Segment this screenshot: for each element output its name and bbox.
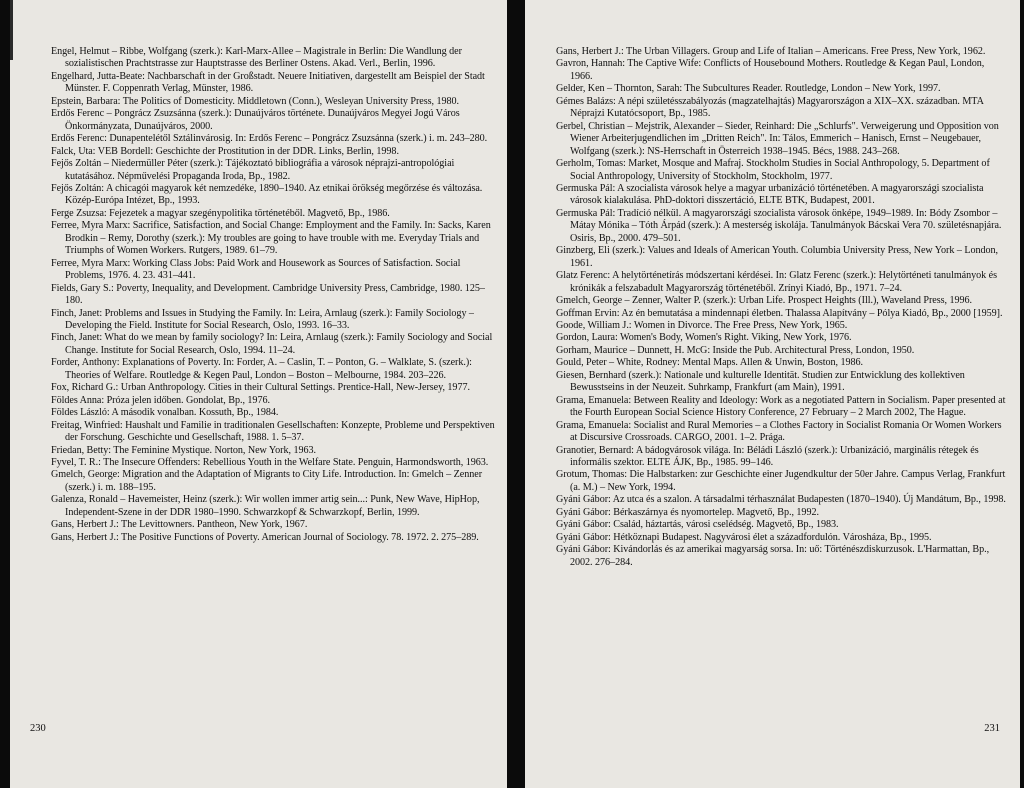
scan-edge-shadow [10, 0, 13, 60]
reference-entry: Finch, Janet: What do we mean by family sociology? In: Leira, Arnlaug (szerk.): Family Sociology and Social Change. Institute for Social Research, Oslo, 1994. 11–24. [51, 332, 493, 356]
reference-entry: Forder, Anthony: Explanations of Poverty. In: Forder, A. – Caslin, T. – Ponton, G. – Walklate, S. (szerk.): Theories of Welfare. Routledge & Kegen Paul, London – Boston – Melbourne, 1984. 203–226. [51, 357, 472, 381]
reference-entry: Gans, Herbert J.: The Positive Functions of Poverty. American Journal of Sociology. 78. 1972. 2. 275–289. [51, 531, 479, 543]
reference-entry: Gordon, Laura: Women's Body, Women's Right. Viking, New York, 1976. [556, 332, 852, 344]
reference-entry: Gerbel, Christian – Mejstrik, Alexander – Sieder, Reinhard: Die „Schlurfs". Verweigerung und Opposition von Wiener Arbeiterjugendlichen im „Dritten Reich". In: Tálos, Emmerich – Hanisch, Ernst – Neugebauer, Wolfgang (szerk.): NS-Herrschaft in Österreich 1938–1945. Bécs, 1988. 243–268. [556, 120, 999, 157]
reference-entry: Gyáni Gábor: Bérkaszárnya és nyomortelep. Magvető, Bp., 1992. [556, 506, 819, 518]
reference-entry: Galenza, Ronald – Havemeister, Heinz (szerk.): Wir wollen immer artig sein...: Punk, New Wave, HipHop, Independent-Szene in der DDR 1980–1990. Schwarzkopf & Schwarzkopf, Berlin, 1999. [51, 494, 480, 518]
reference-entry: Epstein, Barbara: The Politics of Domesticity. Middletown (Conn.), Wesleyan University Press, 1980. [51, 95, 459, 107]
page-number: 231 [984, 723, 1000, 734]
reference-entry: Ferree, Myra Marx: Working Class Jobs: Paid Work and Housework as Sources of Satisfaction. Social Problems, 1976. 4. 23. 431–441. [51, 257, 461, 282]
reference-entry: Falck, Uta: VEB Bordell: Geschichte der Prostitution in der DDR. Links, Berlin, 1998. [51, 145, 399, 157]
reference-entry: Gorham, Maurice – Dunnett, H. McG: Inside the Pub. Architectural Press, London, 1950. [556, 344, 915, 356]
reference-entry: Gyáni Gábor: Család, háztartás, városi cselédség. Magvető, Bp., 1983. [556, 519, 839, 531]
reference-entry: Goffman Ervin: Az én bemutatása a mindennapi életben. Thalassa Alapítvány – Pólya Kiadó, Bp., 2000 [1959]. [556, 307, 1003, 319]
reference-entry: Erdős Ferenc: Dunapentelétől Sztálinvárosig. In: Erdős Ferenc – Pongrácz Zsuzsánna (szerk.) i. m. 243–280. [51, 133, 488, 145]
reference-entry: Giesen, Bernhard (szerk.): Nationale und kulturelle Identität. Studien zur Entwicklung des kollektiven Bewusstseins in der Neuzeit. Suhrkamp, Frankfurt (am Main), 1991. [556, 369, 965, 394]
left-page [10, 0, 507, 788]
reference-entry: Gans, Herbert J.: The Levittowners. Pantheon, New York, 1967. [51, 519, 308, 531]
reference-entry: Fyvel, T. R.: The Insecure Offenders: Rebellious Youth in the Welfare State. Penguin, Harmondsworth, 1963. [51, 456, 489, 468]
reference-entry: Engel, Helmut – Ribbe, Wolfgang (szerk.): Karl-Marx-Allee – Magistrale in Berlin: Die Wandlung der sozialistischen Prachtstrasse zur Hauptstrasse des Berliner Ostens. Akad. Verl., Berlin, 1996. [51, 46, 462, 70]
reference-entry: Gelder, Ken – Thornton, Sarah: The Subcultures Reader. Routledge, London – New York, 1997. [556, 83, 941, 95]
reference-entry: Germuska Pál: A szocialista városok helye a magyar urbanizáció történetében. A magyarországi szocialista városok kialakulása. PhD-doktori disszertáció, ELTE BTK, Budapest, 2001. [556, 182, 984, 207]
reference-entry: Gmelch, George: Migration and the Adaptation of Migrants to City Life. Introduction. In: Gmelch – Zenner (szerk.) i. m. 188–195. [51, 469, 483, 493]
reference-entry: Fox, Richard G.: Urban Anthropology. Cities in their Cultural Settings. Prentice-Hall, New-Jersey, 1977. [51, 382, 470, 394]
reference-entry: Ferge Zsuzsa: Fejezetek a magyar szegénypolitika történetéből. Magvető, Bp., 1986. [51, 207, 390, 219]
reference-entry: Gerholm, Tomas: Market, Mosque and Mafraj. Stockholm Studies in Social Anthropology, 5. Department of Social Anthropology, University of Stockholm, Stockholm, 1977. [556, 158, 990, 182]
reference-entry: Goode, William J.: Women in Divorce. The Free Press, New York, 1965. [556, 319, 848, 331]
reference-entry: Földes Anna: Próza jelen időben. Gondolat, Bp., 1976. [51, 394, 270, 406]
reference-entry: Gémes Balázs: A népi születésszabályozás (magzatelhajtás) Magyarországon a XIX–XX. században. MTA Néprajzi Kutatócsoport, Bp., 1985. [556, 95, 984, 120]
reference-entry: Gyáni Gábor: Az utca és a szalon. A társadalmi térhasználat Budapesten (1870–1940). Új Mandátum, Bp., 1998. [556, 494, 1006, 506]
bibliography-column [51, 46, 495, 544]
reference-entry: Grama, Emanuela: Between Reality and Ideology: Work as a negotiated Pattern in Socialism. Paper presented at the Fourth European Social Science History Conference, 27 February – 2 March 2002, The Hague. [556, 394, 1006, 419]
reference-entry: Gyáni Gábor: Kivándorlás és az amerikai magyarság sorsa. In: uő: Történészdiskurzusok. L'Harmattan, Bp., 2002. 276–284. [556, 544, 990, 568]
reference-entry: Gmelch, George – Zenner, Walter P. (szerk.): Urban Life. Prospect Heights (Ill.), Waveland Press, 1996. [556, 295, 972, 307]
reference-entry: Erdős Ferenc – Pongrácz Zsuzsánna (szerk.): Dunaújváros története. Dunaújváros Megyei Jogú Város Önkormányzata, Dunaújváros, 2000. [51, 108, 460, 132]
right-page [525, 0, 1020, 788]
reference-entry: Glatz Ferenc: A helytörténetírás módszertani kérdései. In: Glatz Ferenc (szerk.): Helytörténeti tanulmányok és krónikák a felszabadult Magyarország történetéből. Zrínyi Kiadó, Bp., 1971. 7–24. [556, 270, 997, 294]
page-number: 230 [30, 723, 46, 734]
reference-entry: Friedan, Betty: The Feminine Mystique. Norton, New York, 1963. [51, 444, 317, 456]
reference-entry: Engelhard, Jutta-Beate: Nachbarschaft in der Großstadt. Neuere Initiativen, dargestellt am Beispiel der Stadt Münster. F. Coppenrath Verlag, Münster, 1986. [51, 70, 485, 95]
reference-entry: Finch, Janet: Problems and Issues in Studying the Family. In: Leira, Arnlaug (szerk.): Family Sociology – Developing the Field. Institute for Social Research, Oslo, 1993. 16–33. [51, 307, 474, 331]
reference-entry: Grama, Emanuela: Socialist and Rural Memories – a Clothes Factory in Socialist Romania Or Women Workers at Discursive Crossroads. CARGO, 2001. 1–2. Prága. [556, 419, 1002, 444]
reference-entry: Ferree, Myra Marx: Sacrifice, Satisfaction, and Social Change: Employment and the Family. In: Sacks, Karen Brodkin – Remy, Dorothy (szerk.): My troubles are going to have trouble with me. Everyday Trials and Triumphs of Women Workers. Rutgers, 1989. 61–79. [51, 220, 491, 257]
reference-entry: Fields, Gary S.: Poverty, Inequality, and Development. Cambridge University Press, Cambridge, 1980. 125–180. [51, 282, 485, 307]
reference-entry: Grotum, Thomas: Die Halbstarken: zur Geschichte einer Jugendkultur der 50er Jahre. Campus Verlag, Frankfurt (a. M.) – New York, 1994. [556, 469, 1006, 493]
book-gutter [507, 0, 525, 788]
reference-entry: Gavron, Hannah: The Captive Wife: Conflicts of Housebound Mothers. Routledge & Kegan Paul, London, 1966. [556, 58, 985, 82]
reference-entry: Gould, Peter – White, Rodney: Mental Maps. Allen & Unwin, Boston, 1986. [556, 357, 864, 369]
bibliography-column [556, 46, 1006, 569]
reference-entry: Gyáni Gábor: Hétköznapi Budapest. Nagyvárosi élet a századfordulón. Városháza, Bp., 1995. [556, 531, 932, 543]
reference-entry: Földes László: A második vonalban. Kossuth, Bp., 1984. [51, 407, 279, 419]
reference-entry: Fejős Zoltán: A chicagói magyarok két nemzedéke, 1890–1940. Az etnikai örökség megőrzése és változása. Közép-Európa Intézet, Bp., 1993. [51, 182, 483, 207]
reference-entry: Ginzberg, Eli (szerk.): Values and Ideals of American Youth. Columbia University Press, New York – London, 1961. [556, 245, 999, 269]
reference-entry: Gans, Herbert J.: The Urban Villagers. Group and Life of Italian – Americans. Free Press, New York, 1962. [556, 46, 986, 57]
reference-entry: Granotier, Bernard: A bádogvárosok világa. In: Béládi László (szerk.): Urbanizáció, marginális rétegek és informális szektor. ELTE ÁJK, Bp., 1985. 99–146. [556, 444, 979, 468]
reference-entry: Freitag, Winfried: Haushalt und Familie in traditionalen Gesellschaften: Konzepte, Probleme und Perspektiven der Forschung. Geschichte und Gesellschaft, 1988. 1. 5–37. [51, 419, 495, 444]
reference-entry: Germuska Pál: Tradíció nélkül. A magyarországi szocialista városok önképe, 1949–1989. In: Bódy Zsombor – Mátay Mónika – Tóth Árpád (szerk.): A mesterség iskolája. Tanulmányok Bácskai Vera 70. születésnapjára. Osiris, Bp., 2000. 479–501. [556, 207, 1002, 244]
reference-entry: Fejős Zoltán – Niedermüller Péter (szerk.): Tájékoztató bibliográfia a városok néprajzi-antropológiai kutatásához. Népművelési Propaganda Iroda, Bp., 1982. [51, 158, 455, 182]
